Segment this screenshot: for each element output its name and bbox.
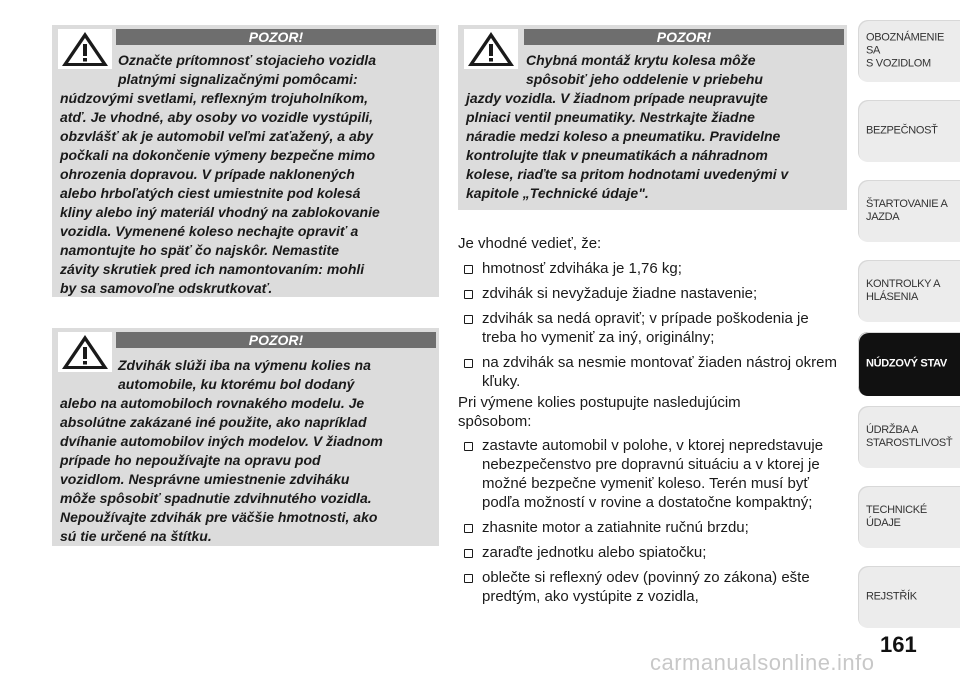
list-item: oblečte si reflexný odev (povinný zo zákona) ešte predtým, ako vystúpite z vozidla, <box>458 568 843 606</box>
checkbox-bullet-icon <box>464 290 473 299</box>
steps-list <box>458 436 843 612</box>
list-item: zhasnite motor a zatiahnite ručnú brzdu; <box>458 518 843 537</box>
intro-text: Je vhodné vedieť, že: <box>458 235 602 252</box>
checkbox-bullet-icon <box>464 549 473 558</box>
checkbox-bullet-icon <box>464 442 473 451</box>
facts-list <box>458 259 838 397</box>
tab-nudzovy-stav[interactable]: NÚDZOVÝ STAV <box>858 332 960 396</box>
page-number: 161 <box>880 632 917 657</box>
list-item: zdvihák sa nedá opraviť; v prípade poškodenia je treba ho vymeniť za iný, originálny; <box>458 309 838 347</box>
warning-text-continued: alebo na automobiloch rovnakého modelu. Je absolútne zakázané iné použite, ako napríklad dvíhanie automobilov iných modelov. V žiadnom prípade ho nepoužívajte na opravu pod vozidlom. Nesprávne umiestnenie zdviháku môže spôsobiť spadnutie zdvihnutého vozidla. Nepoužívajte zdvihák pre väčšie hmotnosti, ako sú tie určené na štítku. <box>60 395 383 544</box>
tab-startovanie[interactable]: ŠTARTOVANIE A JAZDA <box>858 180 960 242</box>
tab-bezpecnost[interactable]: BEZPEČNOSŤ <box>858 100 960 162</box>
checkbox-bullet-icon <box>464 265 473 274</box>
checkbox-bullet-icon <box>464 524 473 533</box>
warning-text: Zdvihák slúži iba na výmenu kolies na automobile, ku ktorému bol dodaný <box>118 357 371 392</box>
checkbox-bullet-icon <box>464 574 473 583</box>
list-item: na zdvihák sa nesmie montovať žiaden nástroj okrem kľuky. <box>458 353 838 391</box>
tab-technicke-udaje[interactable]: TECHNICKÉ ÚDAJE <box>858 486 960 548</box>
warning-box-2 <box>52 328 439 546</box>
warning-text: Označte prítomnosť stojacieho vozidla platnými signalizačnými pomôcami: <box>118 52 376 87</box>
watermark: carmanualsonline.info <box>650 650 875 675</box>
tab-oboznamenie[interactable]: OBOZNÁMENIE SA S VOZIDLOM <box>858 20 960 82</box>
tab-kontrolky[interactable]: KONTROLKY A HLÁSENIA <box>858 260 960 322</box>
tab-udrzba[interactable]: ÚDRŽBA A STAROSTLIVOSŤ <box>858 406 960 468</box>
warning-triangle-icon <box>58 332 112 372</box>
warning-header: POZOR! <box>116 29 436 45</box>
warning-triangle-icon <box>58 29 112 69</box>
warning-triangle-icon <box>464 29 518 69</box>
warning-text: Chybná montáž krytu kolesa môže spôsobiť jeho oddelenie v priebehu <box>526 52 763 87</box>
warning-text-continued: jazdy vozidla. V žiadnom prípade neupravujte plniaci ventil pneumatiky. Nestrkajte žiadne náradie medzi koleso a pneumatiku. Pravidelne kontrolujte tlak v pneumatikách a náhradnom kolese, riaďte sa pritom hodnotami uvedenými v kapitole „Technické údaje". <box>466 90 789 201</box>
procedure-intro: Pri výmene kolies postupujte nasledujúcim spôsobom: <box>458 394 741 430</box>
list-item: zaraďte jednotku alebo spiatočku; <box>458 543 843 562</box>
warning-text-continued: núdzovými svetlami, reflexným trojuholníkom, atď. Je vhodné, aby osoby vo vozidle vystúpili, obzvlášť ak je automobil veľmi zaťažený, a aby počkali na dokončenie výmeny bezpečne mimo ohrozenia dopravou. V prípade naklonených alebo hrboľatých ciest umiestnite pod kolesá kliny alebo iný materiál vhodný na zablokovanie vozidla. Vymenené koleso nechajte opraviť a namontujte ho späť čo najskôr. Nemastite závity skrutiek pred ich namontovaním: mohli by sa samovoľne odskrutkovať. <box>60 90 380 296</box>
list-item: hmotnosť zdviháka je 1,76 kg; <box>458 259 838 278</box>
warning-box-1 <box>52 25 439 297</box>
warning-header: POZOR! <box>116 332 436 348</box>
warning-header: POZOR! <box>524 29 844 45</box>
tab-rejstrik[interactable]: REJSTŘÍK <box>858 566 960 628</box>
warning-box-3 <box>458 25 847 210</box>
checkbox-bullet-icon <box>464 315 473 324</box>
list-item: zastavte automobil v polohe, v ktorej nepredstavuje nebezpečenstvo pre dopravnú situáciu a v ktorej je možné bezpečne vymeniť koleso. Terén musí byť podľa možností v rovine a dostatočne kompaktný; <box>458 436 843 512</box>
list-item: zdvihák si nevyžaduje žiadne nastavenie; <box>458 284 838 303</box>
checkbox-bullet-icon <box>464 359 473 368</box>
